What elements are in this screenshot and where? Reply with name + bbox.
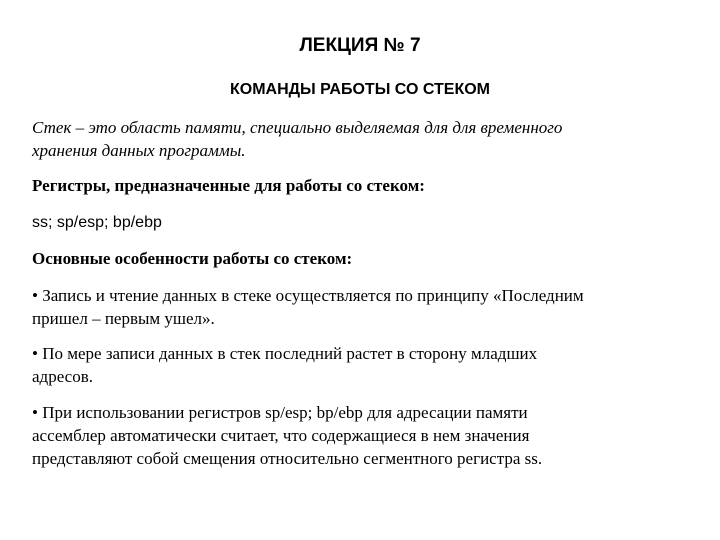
feature-item-1 (32, 284, 692, 330)
feature-item-3 (32, 401, 692, 470)
feature-item-1-line-1 (32, 284, 692, 307)
feature-item-1-text-1: Запись и чтение данных в стеке осуществляется по принципу «Последним (42, 286, 584, 305)
feature-item-3-line-1 (32, 401, 692, 424)
features-heading: Основные особенности работы со стеком: (32, 249, 353, 268)
registers-list: ss; sp/esp; bp/ebp (32, 214, 162, 231)
feature-item-3-text-1: При использовании регистров sp/esp; bp/ebp для адресации памяти (42, 403, 528, 422)
feature-item-2 (32, 342, 692, 388)
bullet-icon: • (32, 286, 38, 305)
feature-item-3-line-2: ассемблер автоматически считает, что содержащиеся в нем значения (32, 426, 530, 445)
definition-line-2: хранения данных программы. (32, 141, 246, 160)
feature-item-2-text-1: По мере записи данных в стек последний растет в сторону младших (42, 344, 538, 363)
lecture-subtitle: КОМАНДЫ РАБОТЫ СО СТЕКОМ (230, 81, 490, 98)
feature-item-2-line-1 (32, 342, 692, 365)
feature-item-3-line-3: представляют собой смещения относительно сегментного регистра ss. (32, 449, 543, 468)
bullet-icon: • (32, 403, 38, 422)
definition-line-1: Стек – это область памяти, специально выделяемая для для временного (32, 118, 563, 137)
stack-definition (32, 116, 692, 162)
bullet-icon: • (32, 344, 38, 363)
lecture-title: ЛЕКЦИЯ № 7 (299, 35, 421, 56)
feature-item-1-line-2: пришел – первым ушел». (32, 309, 215, 328)
registers-heading: Регистры, предназначенные для работы со стеком: (32, 176, 425, 195)
feature-item-2-line-2: адресов. (32, 367, 93, 386)
